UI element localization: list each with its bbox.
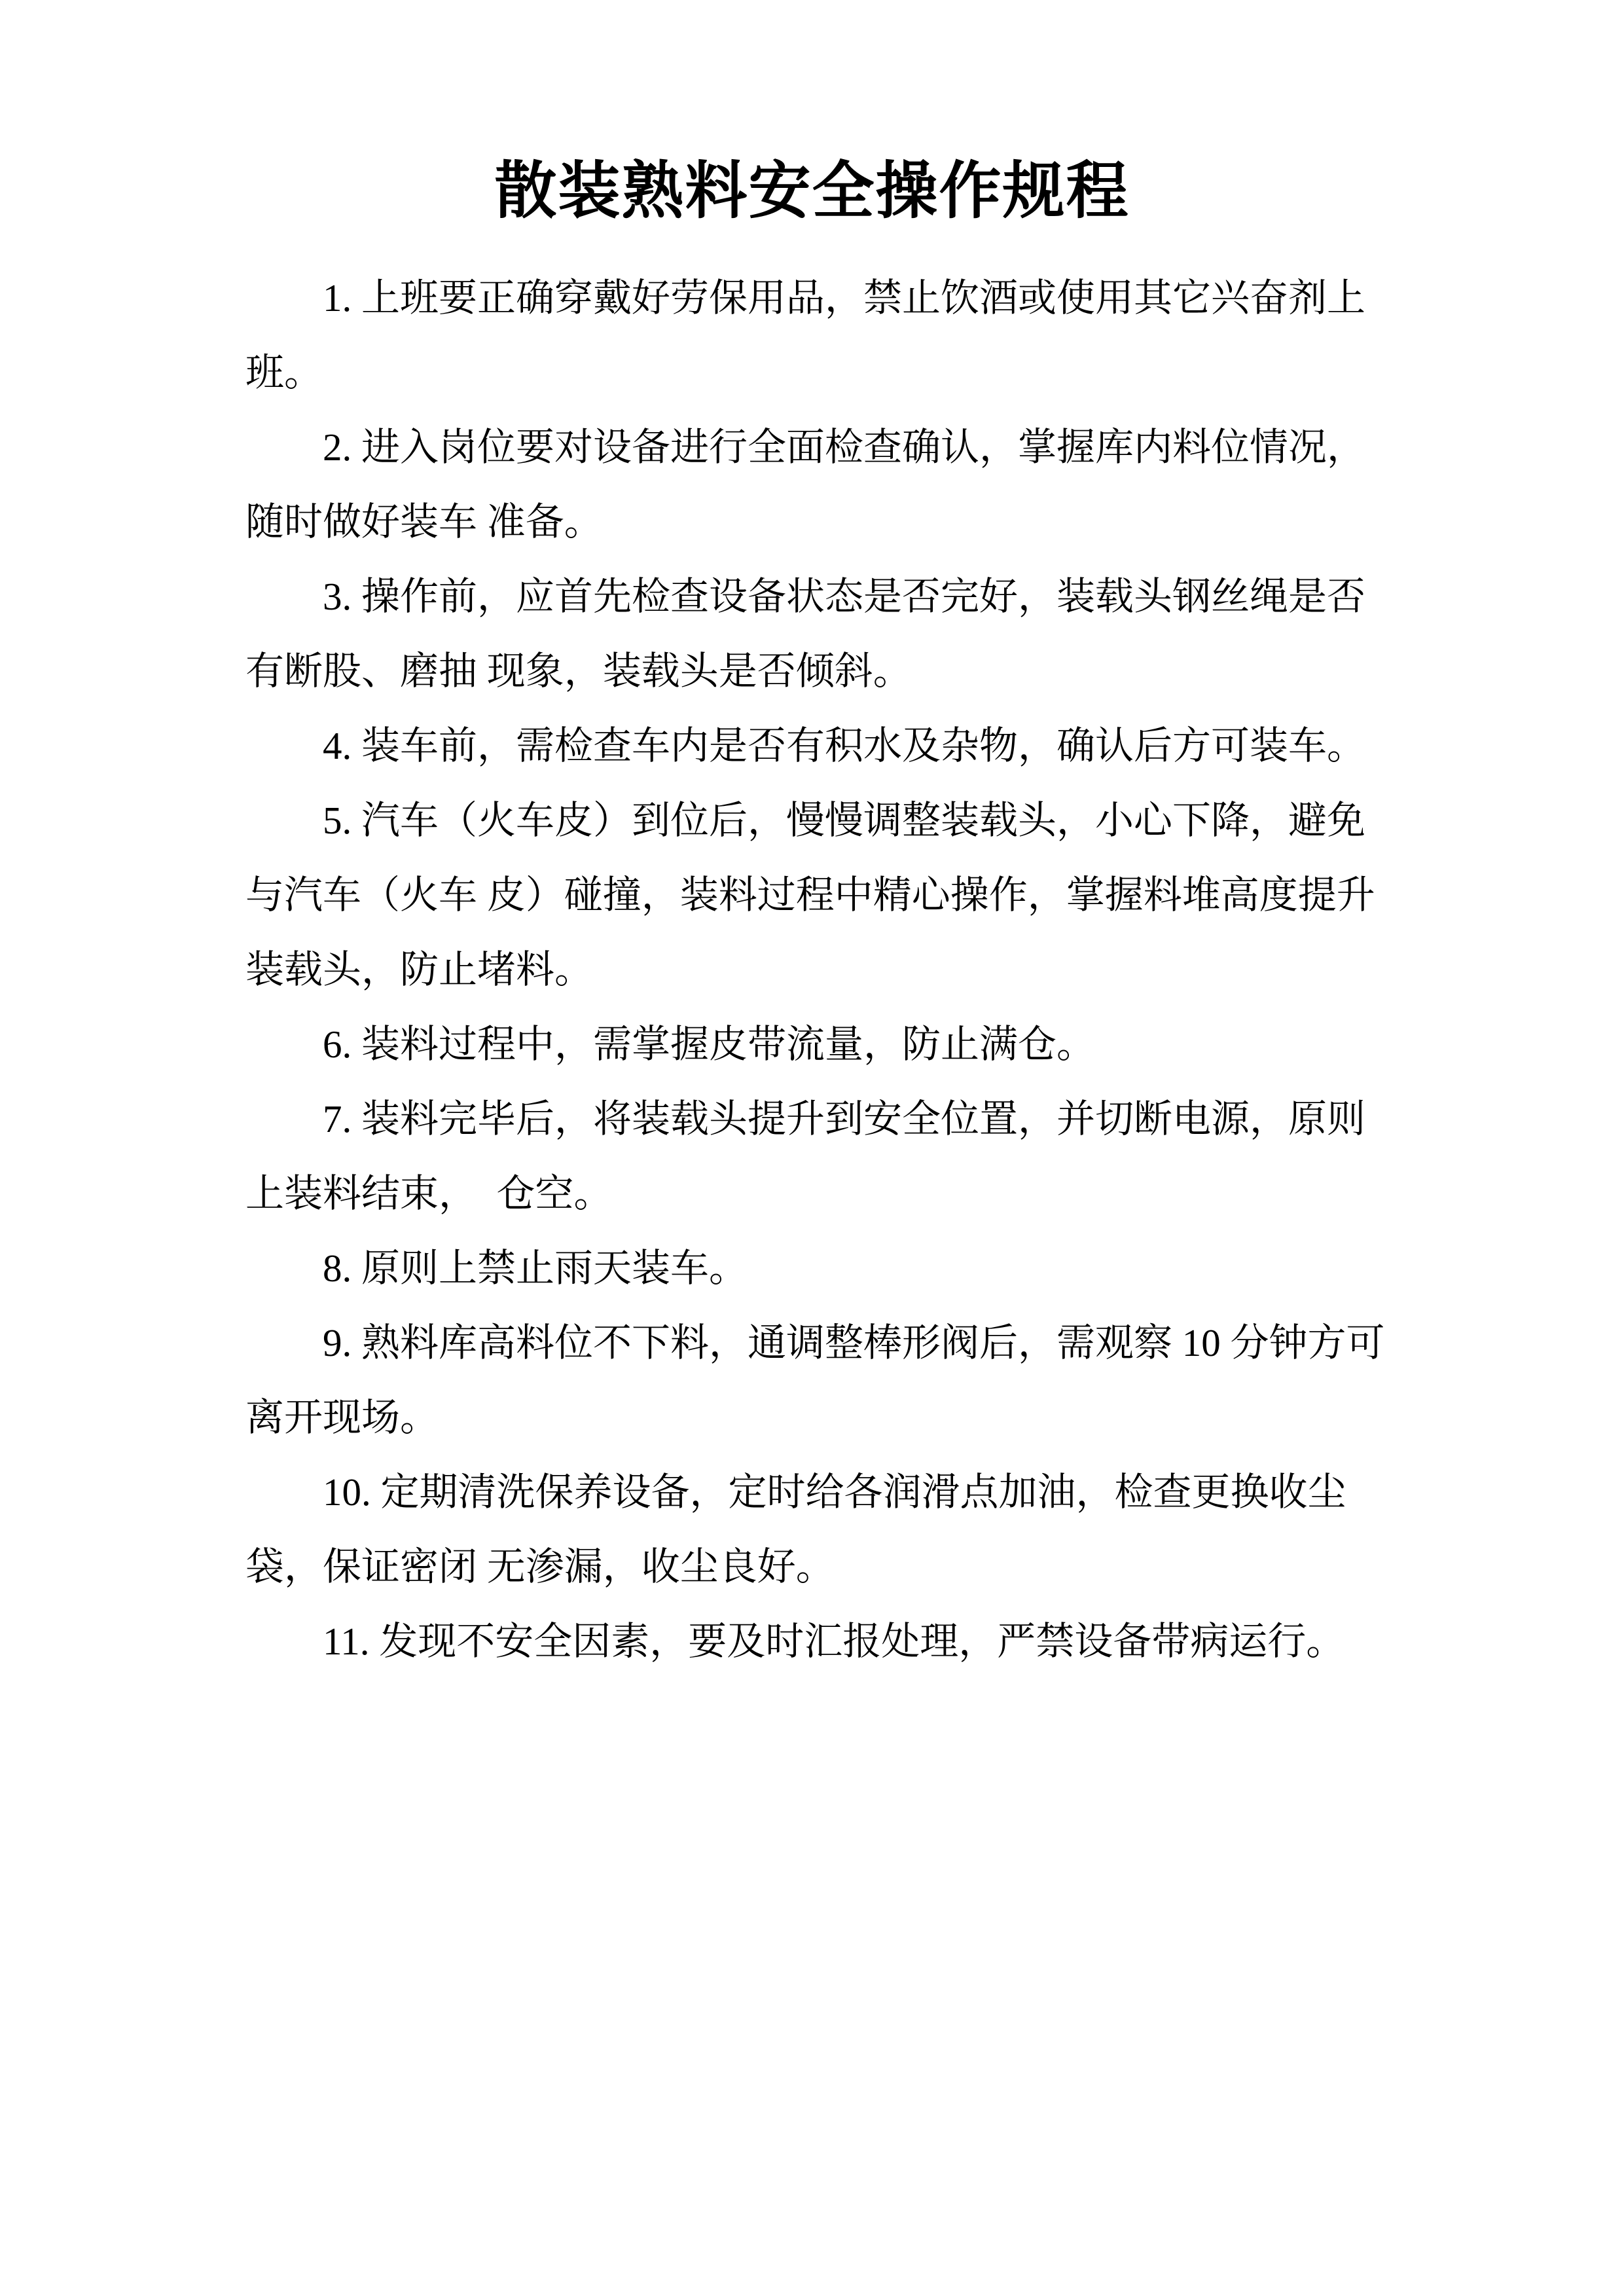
paragraph-line: 上装料结束， 仓空。 xyxy=(245,1171,613,1215)
paragraph-line: 3. 操作前，应首先检查设备状态是否完好，装载头钢丝绳是否 xyxy=(323,574,1366,618)
paragraph-line: 1. 上班要正确穿戴好劳保用品，禁止饮酒或使用其它兴奋剂上 xyxy=(323,276,1366,319)
paragraph-item-2 xyxy=(245,410,1382,559)
paragraph-item-8 xyxy=(245,1231,1382,1305)
paragraph-line: 2. 进入岗位要对设备进行全面检查确认，掌握库内料位情况， xyxy=(323,425,1366,469)
paragraph-line: 离开现场。 xyxy=(245,1395,439,1439)
paragraph-line: 11. 发现不安全因素，要及时汇报处理，严禁设备带病运行。 xyxy=(323,1619,1345,1663)
paragraph-line: 8. 原则上禁止雨天装车。 xyxy=(323,1246,748,1290)
paragraph-line: 5. 汽车（火车皮）到位后，慢慢调整装载头，小心下降，避免 xyxy=(323,798,1366,842)
paragraph-item-7 xyxy=(245,1082,1382,1231)
paragraph-item-4 xyxy=(245,708,1382,783)
paragraph-item-3 xyxy=(245,559,1382,708)
paragraph-line: 班。 xyxy=(245,350,323,394)
paragraph-line: 有断股、磨抽 现象，装载头是否倾斜。 xyxy=(245,649,912,693)
paragraph-item-9 xyxy=(245,1305,1385,1455)
document-body xyxy=(245,261,1385,1679)
paragraph-line: 7. 装料完毕后，将装载头提升到安全位置，并切断电源，原则 xyxy=(323,1097,1366,1140)
document-title: 散装熟料安全操作规程 xyxy=(494,156,1130,226)
paragraph-line: 装载头，防止堵料。 xyxy=(245,947,594,991)
paragraph-line: 袋，保证密闭 无渗漏，收尘良好。 xyxy=(245,1544,835,1588)
paragraph-item-5 xyxy=(245,783,1382,1007)
paragraph-line: 9. 熟料库高料位不下料，通调整棒形阀后，需观察 10 分钟方可 xyxy=(323,1321,1385,1364)
paragraph-item-10 xyxy=(245,1455,1382,1604)
paragraph-line: 与汽车（火车 皮）碰撞，装料过程中精心操作，掌握料堆高度提升 xyxy=(245,873,1375,917)
paragraph-line: 6. 装料过程中，需掌握皮带流量，防止满仓。 xyxy=(323,1022,1096,1066)
paragraph-item-1 xyxy=(245,261,1382,410)
paragraph-line: 4. 装车前，需检查车内是否有积水及杂物，确认后方可装车。 xyxy=(323,723,1366,767)
paragraph-item-6 xyxy=(245,1007,1382,1082)
paragraph-line: 10. 定期清洗保养设备，定时给各润滑点加油，检查更换收尘 xyxy=(323,1470,1346,1514)
paragraph-line: 随时做好装车 准备。 xyxy=(245,500,603,543)
paragraph-item-11 xyxy=(245,1604,1382,1679)
